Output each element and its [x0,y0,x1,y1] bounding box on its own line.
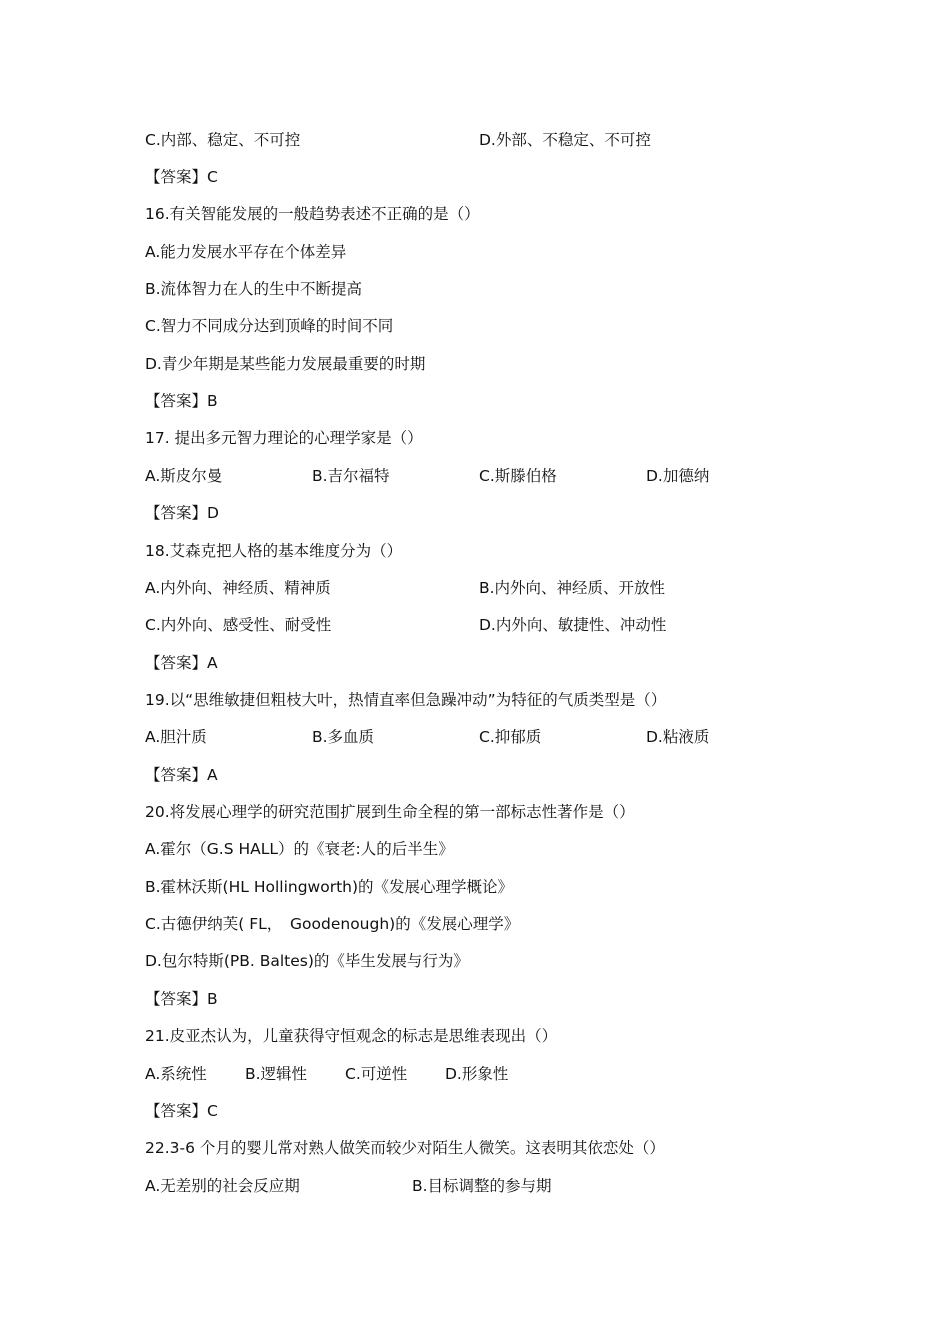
q20-option-b: B.霍林沃斯(HL Hollingworth)的《发展心理学概论》 [145,878,514,896]
q16-stem: 16.有关智能发展的一般趋势表述不正确的是（） [145,205,480,223]
q18-option-c: C.内外向、感受性、耐受性 [145,616,332,634]
q19-option-d: D.粘液质 [646,728,710,746]
q21-option-b: B.逻辑性 [245,1065,308,1083]
q21-option-c: C.可逆性 [345,1065,408,1083]
q18-stem: 18.艾森克把人格的基本维度分为（） [145,542,403,560]
q15-option-d: D.外部、不稳定、不可控 [479,131,651,149]
q16-option-a: A.能力发展水平存在个体差异 [145,243,347,261]
q20-answer: 【答案】B [145,990,218,1008]
q20-option-d: D.包尔特斯(PB. Baltes)的《毕生发展与行为》 [145,952,469,970]
q15-answer: 【答案】C [145,168,218,186]
q22-option-a: A.无差别的社会反应期 [145,1177,300,1195]
q18-option-d: D.内外向、敏捷性、冲动性 [479,616,667,634]
q17-option-b: B.吉尔福特 [312,467,390,485]
q20-option-a: A.霍尔（G.S HALL）的《衰老:人的后半生》 [145,840,454,858]
q19-option-b: B.多血质 [312,728,375,746]
q17-stem: 17. 提出多元智力理论的心理学家是（） [145,429,423,447]
q18-answer: 【答案】A [145,654,218,672]
q22-stem: 22.3-6 个月的婴儿常对熟人做笑而较少对陌生人微笑。这表明其依恋处（） [145,1139,665,1157]
q17-option-c: C.斯滕伯格 [479,467,557,485]
q18-option-b: B.内外向、神经质、开放性 [479,579,666,597]
q17-answer: 【答案】D [145,504,219,522]
q19-stem: 19.以“思维敏捷但粗枝大叶，热情直率但急躁冲动”为特征的气质类型是（） [145,691,667,709]
q22-option-b: B.目标调整的参与期 [412,1177,552,1195]
q20-stem: 20.将发展心理学的研究范围扩展到生命全程的第一部标志性著作是（） [145,803,635,821]
q15-option-c: C.内部、稳定、不可控 [145,131,301,149]
q20-option-c: C.古德伊纳芙( FL， Goodenough)的《发展心理学》 [145,915,520,933]
q16-option-d: D.青少年期是某些能力发展最重要的时期 [145,355,426,373]
q16-option-b: B.流体智力在人的生中不断提高 [145,280,363,298]
q21-answer: 【答案】C [145,1102,218,1120]
q21-option-a: A.系统性 [145,1065,207,1083]
q17-option-d: D.加德纳 [646,467,710,485]
q19-answer: 【答案】A [145,766,218,784]
q18-option-a: A.内外向、神经质、精神质 [145,579,331,597]
q21-option-d: D.形象性 [445,1065,509,1083]
q16-answer: 【答案】B [145,392,218,410]
q21-stem: 21.皮亚杰认为，儿童获得守恒观念的标志是思维表现出（） [145,1027,558,1045]
q17-option-a: A.斯皮尔曼 [145,467,223,485]
q19-option-a: A.胆汁质 [145,728,207,746]
q19-option-c: C.抑郁质 [479,728,542,746]
q16-option-c: C.智力不同成分达到顶峰的时间不同 [145,317,394,335]
